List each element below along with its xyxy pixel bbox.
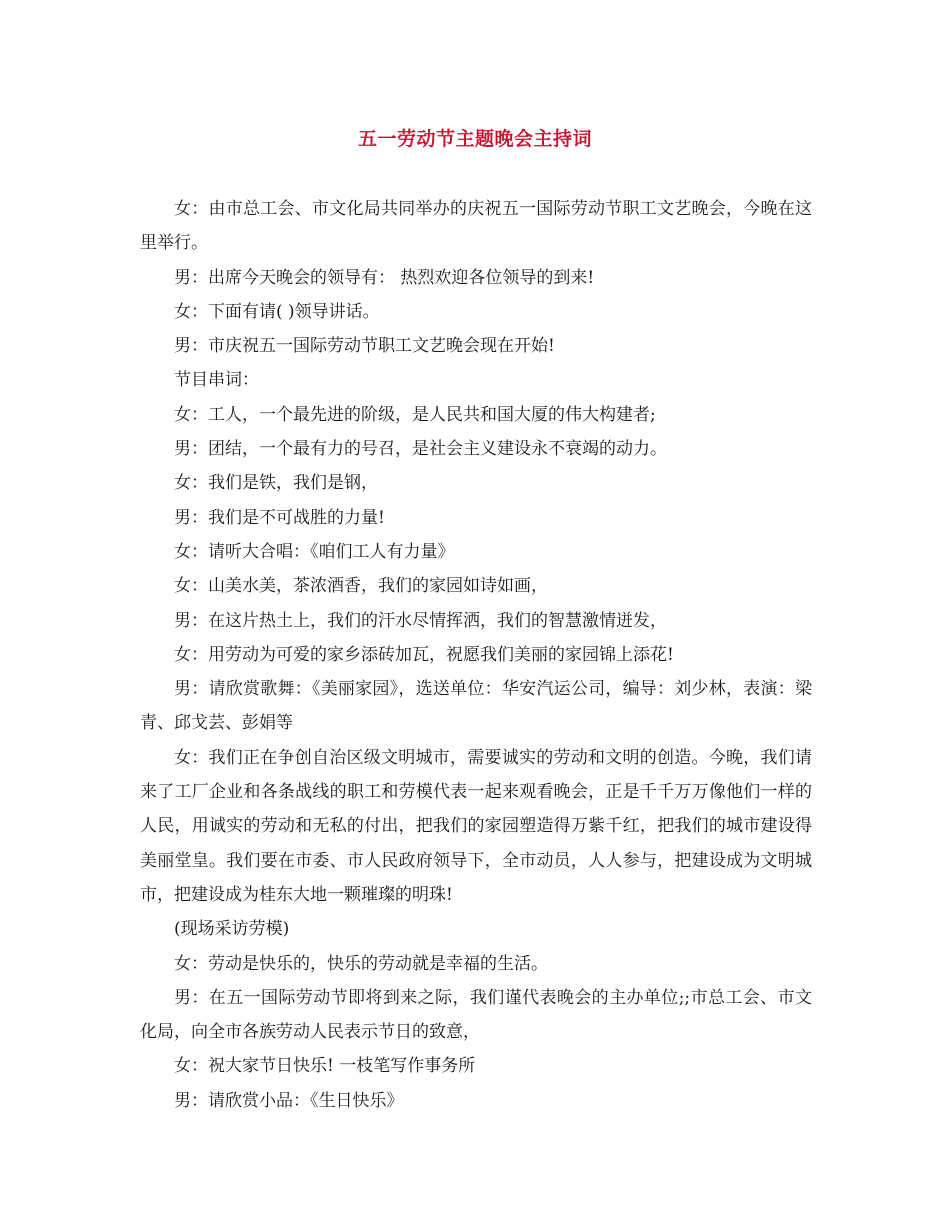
paragraph: 男：请欣赏小品：《生日快乐》 <box>174 1090 404 1111</box>
paragraph: 女：祝大家节日快乐! 一枝笔写作事务所 <box>174 1056 476 1077</box>
paragraph: 男：请欣赏歌舞：《美丽家园》，选送单位：华安汽运公司，编导：刘少林，表演：梁青、邱戈芸、彭娟等 <box>140 679 812 734</box>
paragraph: 节目串词： <box>174 370 259 391</box>
paragraph: 男：在五一国际劳动节即将到来之际，我们谨代表晚会的主办单位;;市总工会、市文化局，向全市各族劳动人民表示节日的致意， <box>140 987 812 1043</box>
paragraph: 女：用劳动为可爱的家乡添砖加瓦，祝愿我们美丽的家园锦上添花! <box>174 644 674 665</box>
paragraph: 女：我们是铁，我们是钢， <box>174 473 378 494</box>
paragraph: 男：在这片热土上，我们的汗水尽情挥洒，我们的智慧激情迸发， <box>174 610 667 631</box>
paragraph: 女：工人，一个最先进的阶级，是人民共和国大厦的伟大构建者; <box>174 404 656 425</box>
paragraph: 女：劳动是快乐的，快乐的劳动就是幸福的生活。 <box>174 953 548 974</box>
paragraph: 女：下面有请( )领导讲话。 <box>174 301 380 322</box>
paragraph: 女：由市总工会、市文化局共同举办的庆祝五一国际劳动节职工文艺晚会，今晚在这里举行。 <box>140 199 812 254</box>
paragraph: 女：山美水美，茶浓酒香，我们的家园如诗如画， <box>174 576 548 597</box>
document-body <box>140 192 812 1118</box>
paragraph: 男：我们是不可战胜的力量! <box>174 507 385 528</box>
document-title: 五一劳动节主题晚会主持词 <box>357 128 592 150</box>
paragraph: 女：请听大合唱：《咱们工人有力量》 <box>174 541 455 562</box>
paragraph: 女：我们正在争创自治区级文明城市，需要诚实的劳动和文明的创造。今晚，我们请来了工厂企业和各条战线的职工和劳模代表一起来观看晚会，正是千千万万像他们一样的人民，用诚实的劳动和无私的付出，把我们的家园塑造得万紫千红，把我们的城市建设得美丽堂皇。我们要在市委、市人民政府领导下，全市动员，人人参与，把建设成为文明城市，把建设成为桂东大地一颗璀璨的明珠! <box>140 747 812 905</box>
paragraph: (现场采访劳模) <box>174 919 290 940</box>
paragraph: 男：出席今天晚会的领导有： 热烈欢迎各位领导的到来! <box>174 267 595 288</box>
paragraph: 男：团结，一个最有力的号召，是社会主义建设永不衰竭的动力。 <box>174 439 667 460</box>
paragraph: 男：市庆祝五一国际劳动节职工文艺晚会现在开始! <box>174 336 555 357</box>
